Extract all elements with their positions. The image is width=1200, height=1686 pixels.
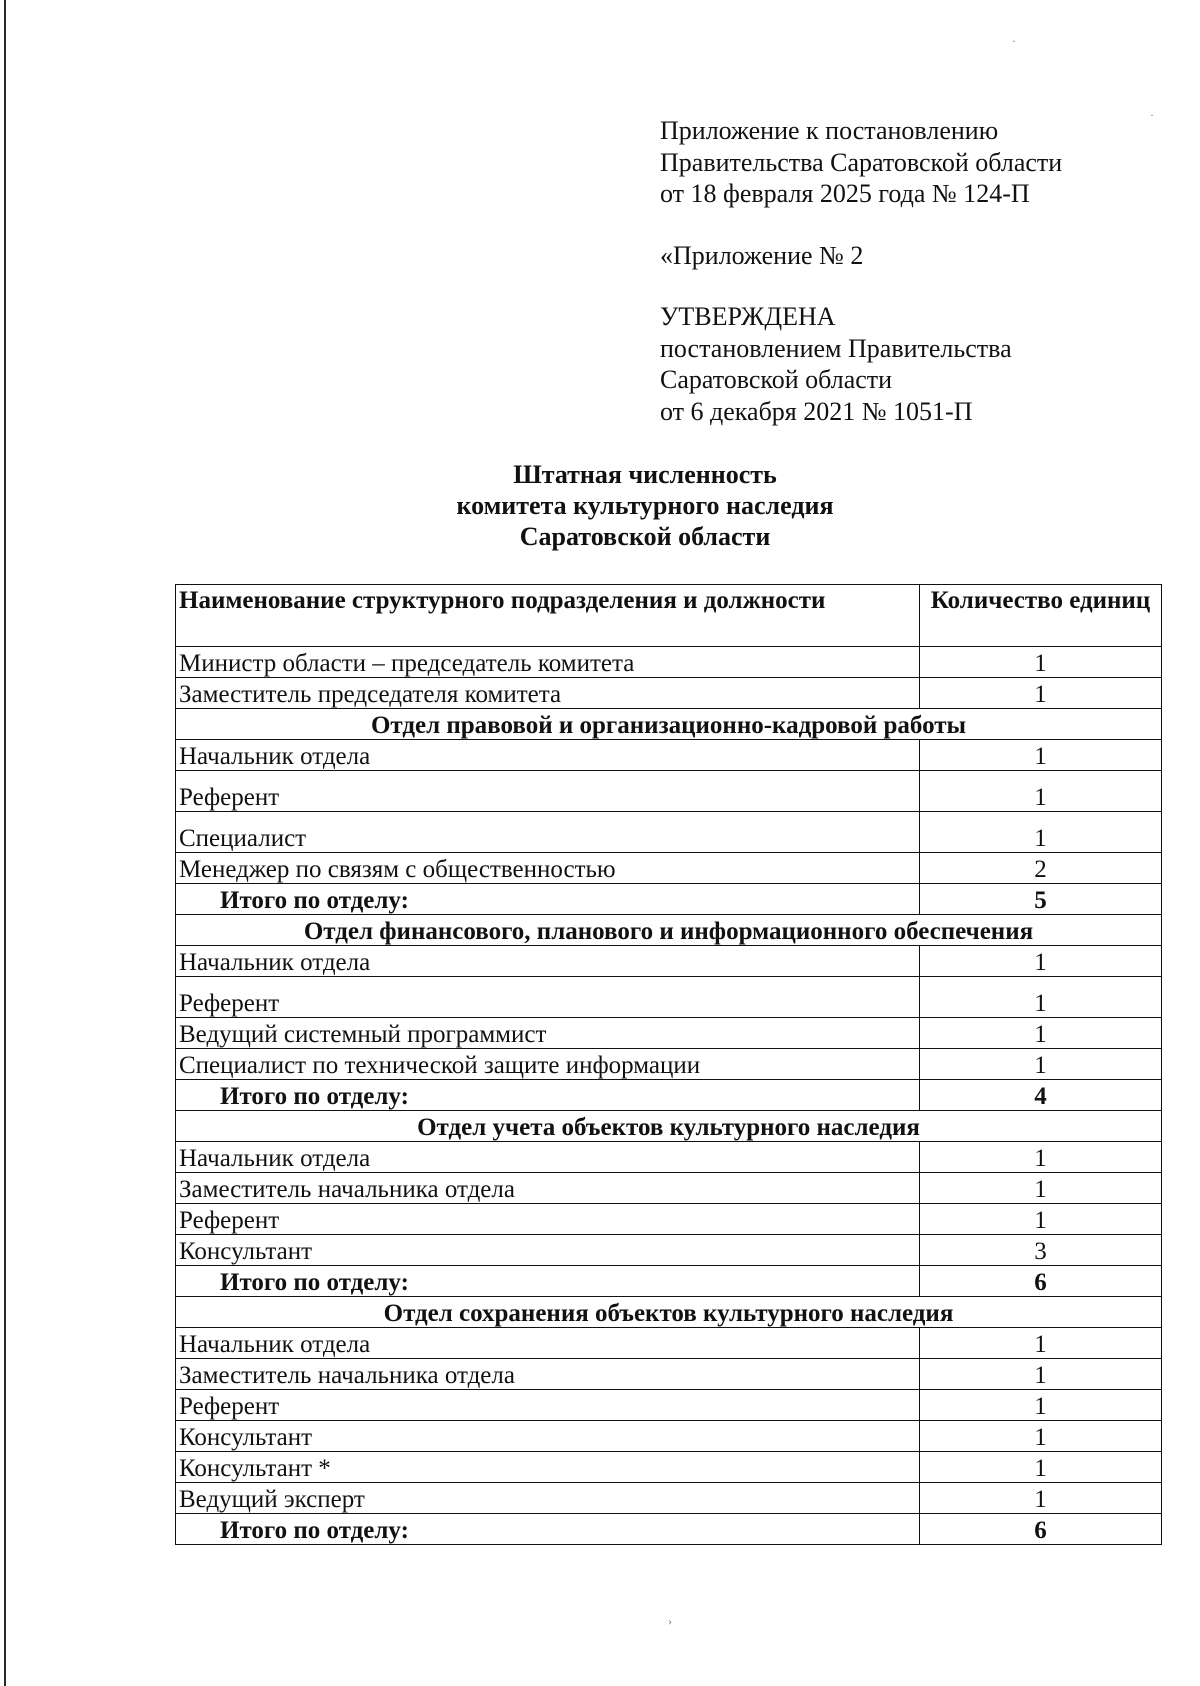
table-row (176, 771, 1162, 812)
table-row (176, 1018, 1162, 1049)
approval-block (660, 301, 1062, 427)
total-quantity: 6 (920, 1266, 1162, 1297)
table-header-row (176, 585, 1162, 647)
position-name: Ведущий эксперт (176, 1483, 920, 1514)
department-total-row (176, 884, 1162, 915)
department-header-row (176, 709, 1162, 740)
position-name: Заместитель председателя комитета (176, 678, 920, 709)
position-quantity: 1 (920, 977, 1162, 1018)
approval-line: от 6 декабря 2021 № 1051-П (660, 396, 973, 426)
position-name: Консультант (176, 1235, 920, 1266)
table-row (176, 1390, 1162, 1421)
approved-stamp: УТВЕРЖДЕНА (660, 302, 836, 331)
table-row (176, 1173, 1162, 1204)
position-quantity: 1 (920, 812, 1162, 853)
table-row (176, 977, 1162, 1018)
title-line: Саратовской области (519, 522, 771, 551)
table-row (176, 1204, 1162, 1235)
position-quantity: 1 (920, 740, 1162, 771)
scan-speck: › (668, 1614, 672, 1628)
position-quantity: 3 (920, 1235, 1162, 1266)
total-quantity: 5 (920, 884, 1162, 915)
position-name: Менеджер по связям с общественностью (176, 853, 920, 884)
scan-edge-line (4, 0, 6, 1686)
appendix-line: от 18 февраля 2025 года № 124-П (660, 179, 1030, 208)
table-row (176, 740, 1162, 771)
table-row (176, 1483, 1162, 1514)
department-header-row (176, 1111, 1162, 1142)
position-quantity: 2 (920, 853, 1162, 884)
position-name: Начальник отдела (176, 1328, 920, 1359)
department-header-row (176, 1297, 1162, 1328)
position-name: Начальник отдела (176, 740, 920, 771)
approval-line: постановлением Правительства (660, 333, 1012, 363)
table-row (176, 647, 1162, 678)
table-row (176, 678, 1162, 709)
total-quantity: 4 (920, 1080, 1162, 1111)
department-name: Отдел учета объектов культурного наследия (176, 1111, 1162, 1142)
document-title (0, 459, 1200, 552)
position-quantity: 1 (920, 1049, 1162, 1080)
position-quantity: 1 (920, 946, 1162, 977)
column-header-quantity: Количество единиц (920, 585, 1162, 647)
position-name: Начальник отдела (176, 946, 920, 977)
department-total-row (176, 1080, 1162, 1111)
column-header-name: Наименование структурного подразделения и должности (176, 585, 920, 647)
table-row (176, 812, 1162, 853)
table-row (176, 1328, 1162, 1359)
position-name: Специалист по технической защите информации (176, 1049, 920, 1080)
position-name: Специалист (176, 812, 920, 853)
total-quantity: 6 (920, 1514, 1162, 1545)
position-quantity: 1 (920, 1142, 1162, 1173)
department-header-row (176, 915, 1162, 946)
table-row (176, 1421, 1162, 1452)
appendix-line: Правительства Саратовской области (660, 147, 1063, 177)
position-quantity: 1 (920, 1328, 1162, 1359)
department-name: Отдел финансового, планового и информационного обеспечения (176, 915, 1162, 946)
position-name: Ведущий системный программист (176, 1018, 920, 1049)
approval-line: Саратовской области (660, 365, 893, 394)
appendix-number: «Приложение № 2 (660, 240, 864, 270)
position-name: Заместитель начальника отдела (176, 1173, 920, 1204)
position-quantity: 1 (920, 678, 1162, 709)
position-quantity: 1 (920, 1390, 1162, 1421)
staff-table (175, 584, 1162, 1545)
table-row (176, 1359, 1162, 1390)
table-row (176, 1235, 1162, 1266)
table-row (176, 853, 1162, 884)
position-quantity: 1 (920, 1018, 1162, 1049)
position-name: Референт (176, 1204, 920, 1235)
position-quantity: 1 (920, 1483, 1162, 1514)
table-row (176, 946, 1162, 977)
scan-speck: · (1150, 108, 1154, 122)
position-name: Референт (176, 1390, 920, 1421)
total-label: Итого по отделу: (176, 884, 920, 915)
title-line: комитета культурного наследия (456, 491, 834, 520)
department-total-row (176, 1266, 1162, 1297)
position-name: Консультант * (176, 1452, 920, 1483)
position-quantity: 1 (920, 647, 1162, 678)
department-name: Отдел правовой и организационно-кадровой работы (176, 709, 1162, 740)
position-name: Референт (176, 977, 920, 1018)
position-name: Заместитель начальника отдела (176, 1359, 920, 1390)
total-label: Итого по отделу: (176, 1266, 920, 1297)
table-row (176, 1452, 1162, 1483)
table-row (176, 1049, 1162, 1080)
position-quantity: 1 (920, 1359, 1162, 1390)
department-total-row (176, 1514, 1162, 1545)
position-quantity: 1 (920, 1173, 1162, 1204)
position-name: Референт (176, 771, 920, 812)
position-quantity: 1 (920, 1421, 1162, 1452)
appendix-header (660, 115, 1062, 427)
total-label: Итого по отделу: (176, 1514, 920, 1545)
table-row (176, 1142, 1162, 1173)
position-quantity: 1 (920, 1204, 1162, 1235)
position-quantity: 1 (920, 1452, 1162, 1483)
position-name: Начальник отдела (176, 1142, 920, 1173)
position-quantity: 1 (920, 771, 1162, 812)
position-name: Министр области – председатель комитета (176, 647, 920, 678)
title-line: Штатная численность (513, 460, 777, 489)
department-name: Отдел сохранения объектов культурного наследия (176, 1297, 1162, 1328)
appendix-line: Приложение к постановлению (660, 116, 999, 145)
total-label: Итого по отделу: (176, 1080, 920, 1111)
position-name: Консультант (176, 1421, 920, 1452)
scan-speck: · (1012, 34, 1016, 48)
